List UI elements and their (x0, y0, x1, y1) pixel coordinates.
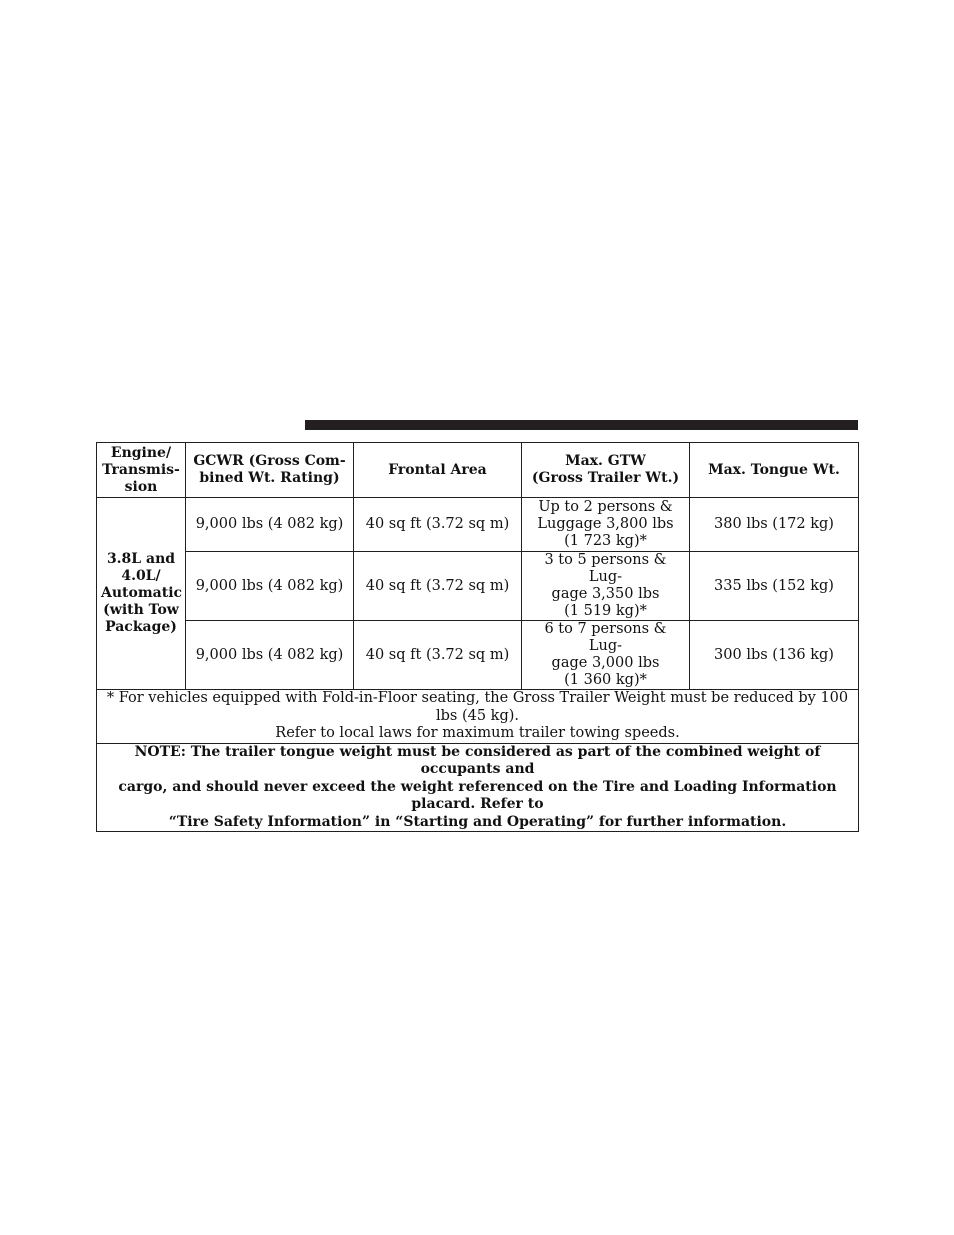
note-cell (97, 743, 859, 832)
note-text: NOTE: The trailer tongue weight must be considered as part of the combined weight of occupants and (134, 743, 821, 777)
header-engine-transmission (97, 443, 186, 498)
max-tongue-cell: 380 lbs (172 kg) (690, 498, 859, 552)
gcwr-cell: 9,000 lbs (4 082 kg) (186, 552, 354, 621)
note-row (97, 743, 859, 832)
cell-text: Package) (105, 619, 177, 635)
cell-text: (with Tow (103, 602, 179, 618)
footnote-row (97, 690, 859, 744)
max-tongue-cell: 300 lbs (136 kg) (690, 621, 859, 690)
max-gtw-cell (522, 552, 690, 621)
header-text: Engine/ (110, 444, 172, 461)
cell-text: Up to 2 persons & (538, 499, 673, 515)
frontal-area-cell: 40 sq ft (3.72 sq m) (354, 621, 522, 690)
cell-text: 3 to 5 persons & Lug- (544, 552, 667, 585)
header-text: GCWR (Gross Com- (193, 453, 346, 469)
table-row (97, 552, 859, 621)
table-row (97, 498, 859, 552)
header-text: (Gross Trailer Wt.) (531, 470, 680, 486)
footnote-text: Refer to local laws for maximum trailer towing speeds. (275, 725, 680, 741)
note-text: “Tire Safety Information” in “Starting and Operating” for further information. (168, 813, 787, 830)
trailer-towing-specs-table (96, 442, 859, 832)
header-text: sion (124, 478, 158, 495)
header-text: bined Wt. Rating) (199, 470, 340, 486)
cell-text: gage 3,000 lbs (551, 655, 660, 671)
cell-text: (1 723 kg)* (564, 533, 647, 549)
max-gtw-cell (522, 498, 690, 552)
cell-text: Automatic (101, 585, 183, 601)
max-tongue-cell: 335 lbs (152 kg) (690, 552, 859, 621)
cell-text: (1 519 kg)* (564, 603, 647, 619)
footnote-text: * For vehicles equipped with Fold-in-Floor seating, the Gross Trailer Weight must be reduced by 100 lbs (45 kg). (106, 690, 849, 724)
header-max-tongue-weight (690, 443, 859, 498)
gcwr-cell: 9,000 lbs (4 082 kg) (186, 498, 354, 552)
note-text: cargo, and should never exceed the weight referenced on the Tire and Loading Information placard. Refer to (118, 778, 837, 812)
footnote-cell (97, 690, 859, 744)
max-gtw-cell (522, 621, 690, 690)
cell-text: (1 360 kg)* (564, 672, 647, 688)
cell-text: 3.8L and (106, 551, 176, 567)
cell-text: gage 3,350 lbs (551, 586, 660, 602)
header-frontal-area (354, 443, 522, 498)
cell-text: Luggage 3,800 lbs (537, 516, 674, 532)
gcwr-cell: 9,000 lbs (4 082 kg) (186, 621, 354, 690)
engine-transmission-cell (97, 498, 186, 690)
header-text: Max. Tongue Wt. (708, 461, 840, 478)
header-text: Transmis- (102, 461, 180, 478)
cell-text: 4.0L/ (121, 568, 161, 584)
header-text: Frontal Area (388, 461, 487, 478)
table-header-row (97, 443, 859, 498)
cell-text: 6 to 7 persons & Lug- (544, 621, 667, 654)
table-row (97, 621, 859, 690)
header-text: Max. GTW (565, 453, 646, 469)
frontal-area-cell: 40 sq ft (3.72 sq m) (354, 498, 522, 552)
section-header-bar (305, 420, 858, 430)
header-gcwr (186, 443, 354, 498)
frontal-area-cell: 40 sq ft (3.72 sq m) (354, 552, 522, 621)
header-max-gtw (522, 443, 690, 498)
